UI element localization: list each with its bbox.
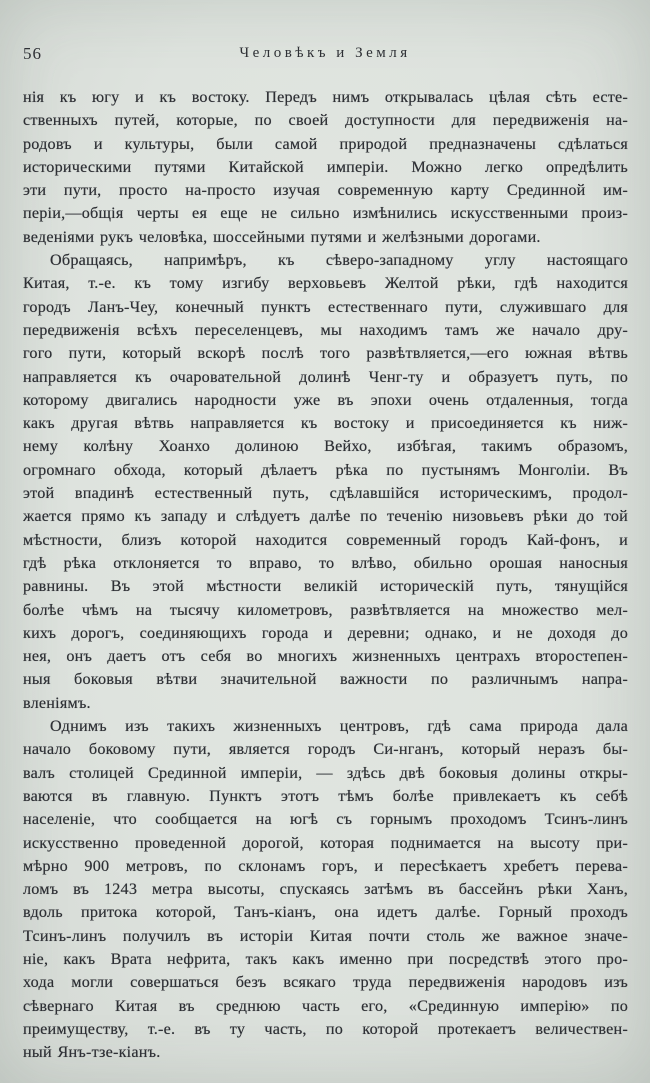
paragraph: [23, 715, 628, 1064]
text-line: городъ Ланъ-Чеу, конечный пунктъ естественнаго пути, служившаго для: [23, 297, 628, 316]
paragraph: [23, 249, 628, 715]
text-line: огромнаго обхода, который дѣлаетъ рѣка по пустынямъ Монголіи. Въ: [23, 460, 628, 479]
text-line: ственныхъ путей, которые, по своей доступности для передвиженія на-: [23, 111, 628, 130]
text-line: ный Янъ-тзе-кіанъ.: [23, 1043, 161, 1062]
text-line: ломъ въ 1243 метра высоты, спускаясь затѣмъ въ бассейнъ рѣки Ханъ,: [23, 880, 628, 899]
text-line: населеніе, что сообщается на югѣ съ горнымъ проходомъ Тсинъ-линъ: [23, 810, 628, 829]
page-number: 56: [23, 44, 42, 63]
text-line: нему колѣну Хоанхо долиною Вейхо, избѣгая, такимъ образомъ,: [23, 437, 628, 456]
text-line: гдѣ рѣка отклоняется то вправо, то влѣво, обильно орошая наносныя: [23, 553, 628, 572]
text-line: вдоль притока которой, Танъ-кіанъ, она идетъ далѣе. Горный проходъ: [23, 903, 628, 922]
text-line: хода могли совершаться безъ всякаго труда передвиженія народовъ изъ: [23, 973, 628, 992]
text-line: жается прямо къ западу и слѣдуетъ далѣе по теченію низовьевъ рѣки до той: [23, 507, 628, 526]
text-line: родовъ и культуры, были самой природой предназначены сдѣлаться: [23, 134, 628, 153]
text-line: періи,—общія черты ея еще не сильно измѣнились искусственными произ-: [23, 204, 628, 223]
text-line: кихъ дорогъ, соединяющихъ города и деревни; однако, и не доходя до: [23, 623, 628, 642]
text-line: ніе, какъ Врата нефрита, такъ какъ именно при посредствѣ этого про-: [23, 949, 628, 968]
text-line: нія къ югу и къ востоку. Передъ нимъ открывалась цѣлая сѣть есте-: [23, 88, 628, 106]
running-header: [23, 44, 627, 66]
text-line: Обращаясь, напримѣръ, къ сѣверо-западному углу настоящаго: [50, 251, 628, 270]
text-line: ныя боковыя вѣтви значительной важности по различнымъ напра-: [23, 670, 628, 689]
text-line: Тсинъ-линъ получилъ въ исторіи Китая почти столь же важное значе-: [23, 926, 628, 945]
text-line: веденіями рукъ человѣка, шоссейными путями и желѣзными дорогами.: [23, 227, 541, 246]
text-line: гого пути, который вскорѣ послѣ того развѣтвляется,—его южная вѣтвь: [23, 344, 628, 363]
text-line: искусственно проведенной дорогой, которая поднимается на высоту при-: [23, 833, 628, 852]
text-line: Однимъ изъ такихъ жизненныхъ центровъ, гдѣ сама природа дала: [50, 717, 628, 736]
text-line: мѣстности, близъ которой находится современный городъ Кай-фонъ, и: [23, 530, 628, 549]
paragraph: [23, 86, 628, 249]
text-line: эти пути, просто на-просто изучая современную карту Срединной им-: [23, 181, 628, 200]
text-line: нея, онъ даетъ отъ себя во многихъ жизненныхъ центрахъ второстепен-: [23, 647, 628, 666]
text-line: равнины. Въ этой мѣстности великій историческій путь, тянущійся: [23, 577, 628, 596]
text-line: мѣрно 900 метровъ, по склонамъ горъ, и пересѣкаетъ хребетъ перева-: [23, 856, 628, 875]
page-title: Человѣкъ и Земля: [239, 45, 411, 61]
text-line: ваются въ главную. Пунктъ этотъ тѣмъ болѣе привлекаетъ къ себѣ: [23, 786, 628, 805]
text-line: этой впадинѣ естественный путь, сдѣлавшійся историческимъ, продол-: [23, 484, 628, 503]
text-line: валъ столицей Срединной имперіи, — здѣсь двѣ боковыя долины откры-: [23, 763, 628, 782]
text-line: сѣвернаго Китая въ среднюю часть его, «Срединную имперію» по: [23, 996, 628, 1015]
text-line: вленіямъ.: [23, 693, 91, 712]
text-line: историческими путями Китайской имперіи. Можно легко опредѣлить: [23, 157, 628, 176]
text-line: которому двигались народности уже въ эпохи очень отдаленныя, тогда: [23, 390, 628, 409]
text-column: [23, 86, 628, 1064]
text-line: передвиженія всѣхъ переселенцевъ, мы находимъ тамъ же начало дру-: [23, 320, 628, 339]
text-line: начало боковому пути, является городъ Си-нганъ, который неразъ бы-: [23, 740, 628, 759]
text-line: Китая, т.-е. къ тому изгибу верховьевъ Желтой рѣки, гдѣ находится: [23, 274, 628, 293]
text-line: направляется къ очаровательной долинѣ Ченг-ту и образуетъ путь, по: [23, 367, 628, 386]
text-line: болѣе чѣмъ на тысячу километровъ, развѣтвляется на множество мел-: [23, 600, 628, 619]
text-line: какъ другая вѣтвь направляется къ востоку и присоединяется къ ниж-: [23, 414, 628, 433]
text-line: преимуществу, т.-е. въ ту часть, по которой протекаетъ величествен-: [23, 1019, 628, 1038]
